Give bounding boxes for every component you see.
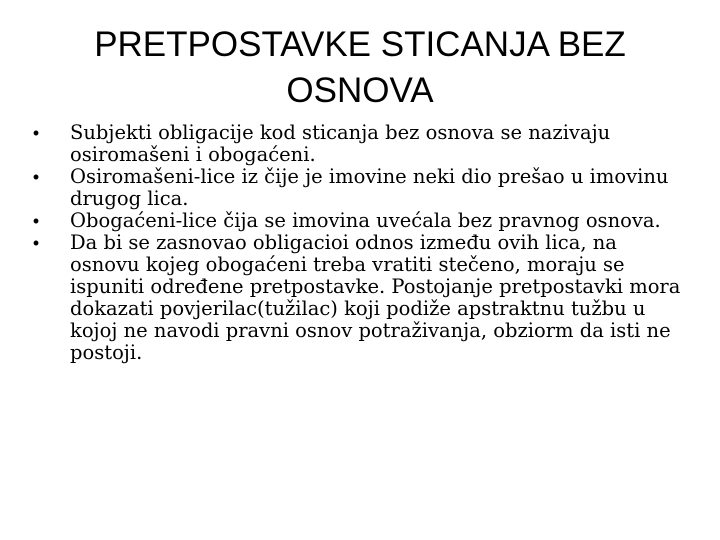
- list-item: [28, 232, 688, 364]
- bullet-icon: •: [32, 167, 40, 187]
- list-item: [28, 122, 688, 166]
- slide-title: PRETPOSTAVKE STICANJA BEZ OSNOVA: [94, 25, 626, 110]
- list-item: [28, 210, 688, 232]
- bullet-text: Subjekti obligacije kod sticanja bez osnova se nazivaju osiromašeni i obogaćeni.: [70, 121, 611, 166]
- bullet-list: [28, 122, 688, 364]
- bullet-icon: •: [32, 233, 40, 253]
- bullet-text: Obogaćeni-lice čija se imovina uvećala bez pravnog osnova.: [70, 209, 661, 232]
- bullet-icon: •: [32, 211, 40, 231]
- bullet-icon: •: [32, 123, 40, 143]
- bullet-text: Da bi se zasnovao obligacioi odnos između ovih lica, na osnovu kojeg obogaćeni treba vratiti stečeno, moraju se ispuniti određene pretpostavke. Postojanje pretpostavki mora dokazati povjerilac(tužilac) koji podiže apstraktnu tužbu u kojoj ne navodi pravni osnov potraživanja, obziorm da isti ne postoji.: [70, 231, 681, 364]
- list-item: [28, 166, 688, 210]
- bullet-text: Osiromašeni-lice iz čije je imovine neki dio prešao u imovinu drugog lica.: [70, 165, 669, 210]
